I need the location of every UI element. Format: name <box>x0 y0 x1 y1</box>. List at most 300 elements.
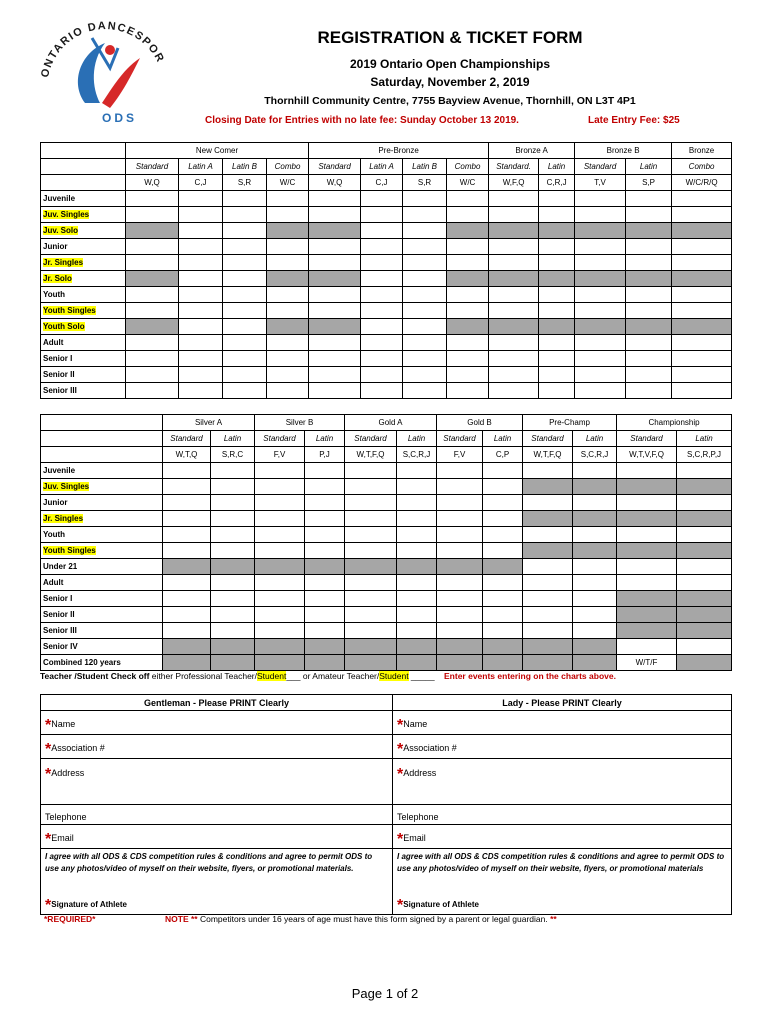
entry-cell[interactable] <box>523 495 573 511</box>
entry-cell[interactable] <box>489 335 539 351</box>
entry-cell[interactable] <box>361 351 403 367</box>
entry-cell[interactable] <box>437 511 483 527</box>
entry-cell[interactable] <box>397 543 437 559</box>
unavailable-cell <box>489 271 539 287</box>
entry-cell[interactable] <box>403 239 447 255</box>
entry-cell[interactable] <box>483 495 523 511</box>
gent-address-line2[interactable] <box>41 783 393 805</box>
gent-telephone-field[interactable]: Telephone <box>41 805 393 825</box>
entry-cell[interactable] <box>223 255 267 271</box>
entry-cell[interactable] <box>575 287 626 303</box>
entry-cell[interactable] <box>223 367 267 383</box>
entry-cell[interactable] <box>309 239 361 255</box>
entry-cell[interactable] <box>539 351 575 367</box>
entry-cell[interactable] <box>361 239 403 255</box>
entry-cell[interactable] <box>305 527 345 543</box>
entry-cell[interactable] <box>361 383 403 399</box>
entry-cell[interactable] <box>345 495 397 511</box>
corner-cell <box>41 143 126 159</box>
row-label <box>41 559 163 575</box>
entry-cell[interactable] <box>255 591 305 607</box>
lady-address-line2[interactable] <box>393 783 732 805</box>
entry-cell[interactable] <box>163 591 211 607</box>
table-row <box>41 527 732 543</box>
entry-cell[interactable] <box>361 207 403 223</box>
entry-cell[interactable] <box>575 335 626 351</box>
entry-cell[interactable] <box>126 383 179 399</box>
entry-cell[interactable] <box>126 287 179 303</box>
gent-address-field[interactable]: *Address <box>41 759 393 783</box>
row-label <box>41 303 126 319</box>
entry-cell[interactable] <box>361 223 403 239</box>
entry-cell[interactable] <box>672 303 732 319</box>
entry-cell[interactable] <box>483 479 523 495</box>
entry-cell[interactable] <box>223 383 267 399</box>
unavailable-cell <box>397 655 437 671</box>
entry-cell[interactable] <box>539 287 575 303</box>
row-label-text: Jr. Singles <box>43 258 84 267</box>
entry-cell[interactable] <box>397 463 437 479</box>
unavailable-cell <box>437 639 483 655</box>
entry-cell[interactable] <box>163 463 211 479</box>
lady-name-field[interactable]: *Name <box>393 711 732 735</box>
entry-cell[interactable] <box>267 287 309 303</box>
entry-cell[interactable] <box>179 255 223 271</box>
entry-cell[interactable] <box>677 495 732 511</box>
entry-cell[interactable] <box>345 623 397 639</box>
entry-cell[interactable] <box>575 351 626 367</box>
entry-cell[interactable] <box>345 591 397 607</box>
lady-address-field[interactable]: *Address <box>393 759 732 783</box>
entry-cell[interactable] <box>575 383 626 399</box>
lady-association-field[interactable]: *Association # <box>393 735 732 759</box>
row-label-text: Under 21 <box>43 562 78 571</box>
entry-cell[interactable] <box>403 335 447 351</box>
entry-cell[interactable] <box>617 463 677 479</box>
entry-cell[interactable] <box>345 607 397 623</box>
lady-header: Lady - Please PRINT Clearly <box>393 695 732 711</box>
lady-email-field[interactable]: *Email <box>393 825 732 849</box>
entry-cell[interactable] <box>126 303 179 319</box>
entry-cell[interactable] <box>403 191 447 207</box>
entry-cell[interactable] <box>523 575 573 591</box>
entry-cell[interactable] <box>447 351 489 367</box>
entry-cell[interactable] <box>403 255 447 271</box>
entry-cell[interactable] <box>126 239 179 255</box>
entry-cell[interactable] <box>223 303 267 319</box>
entry-cell[interactable] <box>672 383 732 399</box>
entry-cell[interactable] <box>539 207 575 223</box>
entry-cell[interactable] <box>447 207 489 223</box>
entry-cell[interactable] <box>211 543 255 559</box>
entry-cell[interactable] <box>403 271 447 287</box>
entry-cell[interactable] <box>361 367 403 383</box>
entry-cell[interactable] <box>672 239 732 255</box>
entry-cell[interactable] <box>397 495 437 511</box>
entry-cell[interactable] <box>447 303 489 319</box>
entry-cell[interactable] <box>573 463 617 479</box>
entry-cell[interactable] <box>672 191 732 207</box>
entry-cell[interactable] <box>126 207 179 223</box>
entry-cell[interactable] <box>672 207 732 223</box>
entry-cell[interactable] <box>539 191 575 207</box>
entry-cell[interactable] <box>437 495 483 511</box>
entry-cell[interactable] <box>267 383 309 399</box>
entry-cell[interactable] <box>617 495 677 511</box>
entry-cell[interactable] <box>309 335 361 351</box>
entry-cell[interactable] <box>403 207 447 223</box>
gent-association-field[interactable]: *Association # <box>41 735 393 759</box>
entry-cell[interactable] <box>305 479 345 495</box>
row-label <box>41 351 126 367</box>
entry-cell[interactable] <box>345 463 397 479</box>
entry-cell[interactable] <box>255 575 305 591</box>
level-header: Bronze B <box>575 143 672 159</box>
entry-cell[interactable] <box>573 495 617 511</box>
row-label-text: Senior II <box>43 370 75 379</box>
entry-cell[interactable] <box>626 383 672 399</box>
entry-cell[interactable] <box>447 287 489 303</box>
entry-cell[interactable] <box>523 463 573 479</box>
unavailable-cell <box>677 511 732 527</box>
entry-cell[interactable] <box>163 623 211 639</box>
entry-cell[interactable] <box>305 607 345 623</box>
entry-cell[interactable] <box>345 479 397 495</box>
entry-cell[interactable] <box>403 287 447 303</box>
entry-cell[interactable] <box>573 527 617 543</box>
entry-cell[interactable] <box>211 623 255 639</box>
entry-cell[interactable] <box>575 255 626 271</box>
entry-cell[interactable] <box>223 335 267 351</box>
entry-cell[interactable] <box>397 623 437 639</box>
entry-cell[interactable] <box>179 383 223 399</box>
entry-cell[interactable] <box>437 607 483 623</box>
closing-date: Closing Date for Entries with no late fee: Sunday October 13 2019. <box>205 115 519 126</box>
table-row <box>41 303 732 319</box>
entry-cell[interactable] <box>617 575 677 591</box>
entry-cell[interactable] <box>397 527 437 543</box>
entry-cell[interactable] <box>267 207 309 223</box>
entry-cell[interactable] <box>483 527 523 543</box>
entry-cell[interactable] <box>626 207 672 223</box>
entry-cell[interactable] <box>223 351 267 367</box>
entry-cell[interactable] <box>573 591 617 607</box>
entry-cell[interactable] <box>573 623 617 639</box>
entry-cell[interactable] <box>447 255 489 271</box>
entry-cell[interactable] <box>397 575 437 591</box>
entry-cell[interactable] <box>305 543 345 559</box>
entry-cell[interactable] <box>575 239 626 255</box>
entry-cell[interactable] <box>309 383 361 399</box>
dances-header: F,V <box>437 447 483 463</box>
entry-cell[interactable] <box>489 191 539 207</box>
entry-cell[interactable] <box>677 527 732 543</box>
entry-cell[interactable] <box>437 591 483 607</box>
entry-cell[interactable] <box>447 383 489 399</box>
entry-cell[interactable] <box>211 463 255 479</box>
entry-cell[interactable] <box>126 191 179 207</box>
entry-cell[interactable] <box>305 463 345 479</box>
entry-cell[interactable] <box>573 575 617 591</box>
entry-cell[interactable] <box>672 367 732 383</box>
entry-cell[interactable] <box>403 223 447 239</box>
entry-cell[interactable] <box>575 303 626 319</box>
entry-cell[interactable] <box>489 287 539 303</box>
entry-cell[interactable] <box>575 367 626 383</box>
row-label-text: Adult <box>43 578 64 587</box>
entry-cell[interactable] <box>539 303 575 319</box>
entry-cell[interactable] <box>617 527 677 543</box>
unavailable-cell <box>163 639 211 655</box>
entry-cell[interactable] <box>523 527 573 543</box>
entry-cell[interactable] <box>179 207 223 223</box>
entry-cell[interactable] <box>361 287 403 303</box>
entry-cell[interactable] <box>255 623 305 639</box>
entry-cell[interactable] <box>361 303 403 319</box>
entry-cell[interactable] <box>255 607 305 623</box>
entry-cell[interactable] <box>305 623 345 639</box>
entry-cell[interactable] <box>617 559 677 575</box>
entry-cell[interactable] <box>361 255 403 271</box>
entry-cell[interactable] <box>255 479 305 495</box>
entry-cell[interactable] <box>483 575 523 591</box>
entry-cell[interactable] <box>617 639 677 655</box>
entry-cell[interactable] <box>403 303 447 319</box>
entry-cell[interactable] <box>361 271 403 287</box>
entry-cell[interactable] <box>211 591 255 607</box>
entry-cell[interactable] <box>305 575 345 591</box>
entry-cell[interactable] <box>489 239 539 255</box>
unavailable-cell <box>267 223 309 239</box>
entry-cell[interactable] <box>163 575 211 591</box>
entry-cell[interactable] <box>211 607 255 623</box>
entry-cell[interactable] <box>523 559 573 575</box>
entry-cell[interactable] <box>163 543 211 559</box>
entry-cell[interactable] <box>483 543 523 559</box>
entry-cell[interactable] <box>267 239 309 255</box>
entry-cell[interactable] <box>539 255 575 271</box>
gent-name-field[interactable]: *Name <box>41 711 393 735</box>
entry-cell[interactable] <box>179 335 223 351</box>
entry-cell[interactable] <box>267 303 309 319</box>
entry-cell[interactable] <box>626 287 672 303</box>
entry-cell[interactable] <box>489 383 539 399</box>
entry-cell[interactable] <box>361 335 403 351</box>
entry-cell[interactable] <box>626 191 672 207</box>
entry-cell[interactable] <box>489 303 539 319</box>
entry-cell[interactable] <box>223 287 267 303</box>
unavailable-cell <box>677 607 732 623</box>
entry-cell[interactable] <box>539 367 575 383</box>
entry-cell[interactable] <box>447 239 489 255</box>
entry-cell[interactable] <box>573 559 617 575</box>
entry-cell[interactable] <box>573 607 617 623</box>
unavailable-cell <box>617 479 677 495</box>
entry-cell[interactable] <box>523 607 573 623</box>
entry-cell[interactable] <box>483 511 523 527</box>
row-label-text: Juv. Singles <box>43 482 90 491</box>
entry-cell[interactable] <box>211 479 255 495</box>
entry-cell[interactable] <box>163 527 211 543</box>
entry-cell[interactable] <box>677 463 732 479</box>
entry-cell[interactable] <box>403 319 447 335</box>
entry-cell[interactable] <box>626 335 672 351</box>
entry-cell[interactable] <box>483 607 523 623</box>
entry-cell[interactable] <box>672 287 732 303</box>
entry-cell[interactable] <box>267 255 309 271</box>
entry-cell[interactable] <box>437 463 483 479</box>
entry-cell[interactable] <box>126 351 179 367</box>
entry-cell[interactable] <box>126 367 179 383</box>
entry-cell[interactable] <box>211 495 255 511</box>
entry-cell[interactable] <box>437 623 483 639</box>
entry-cell[interactable] <box>397 479 437 495</box>
entry-cell[interactable] <box>267 367 309 383</box>
entry-cell[interactable] <box>626 255 672 271</box>
entry-cell[interactable] <box>403 383 447 399</box>
entry-cell[interactable] <box>179 191 223 207</box>
entry-cell[interactable] <box>447 367 489 383</box>
unavailable-cell <box>397 639 437 655</box>
entry-cell[interactable] <box>179 223 223 239</box>
entry-cell[interactable] <box>309 255 361 271</box>
row-label-text: Juvenile <box>43 194 76 203</box>
entry-cell[interactable] <box>523 591 573 607</box>
entry-cell[interactable] <box>489 207 539 223</box>
entry-cell[interactable] <box>309 191 361 207</box>
entry-cell[interactable] <box>211 527 255 543</box>
entry-cell[interactable] <box>179 319 223 335</box>
entry-cell[interactable] <box>211 511 255 527</box>
entry-cell[interactable] <box>267 335 309 351</box>
entry-cell[interactable] <box>179 271 223 287</box>
entry-cell[interactable] <box>163 511 211 527</box>
entry-cell[interactable] <box>179 367 223 383</box>
entry-cell[interactable] <box>483 623 523 639</box>
entry-cell[interactable] <box>345 527 397 543</box>
entry-cell[interactable] <box>267 191 309 207</box>
table-row <box>41 239 732 255</box>
entry-cell[interactable] <box>179 239 223 255</box>
entry-cell[interactable] <box>672 255 732 271</box>
entry-cell[interactable] <box>397 591 437 607</box>
entry-cell[interactable] <box>575 191 626 207</box>
entry-cell[interactable] <box>223 239 267 255</box>
entry-cell[interactable] <box>626 367 672 383</box>
lady-signature-field[interactable]: *Signature of Athlete <box>393 893 732 915</box>
style-header: Standard <box>309 159 361 175</box>
entry-cell[interactable] <box>179 303 223 319</box>
entry-cell[interactable] <box>255 527 305 543</box>
entry-cell[interactable] <box>255 495 305 511</box>
entry-cell[interactable] <box>309 207 361 223</box>
entry-cell[interactable] <box>447 191 489 207</box>
entry-cell[interactable] <box>267 351 309 367</box>
entry-cell[interactable] <box>345 511 397 527</box>
entry-cell[interactable] <box>437 543 483 559</box>
gent-email-field[interactable]: *Email <box>41 825 393 849</box>
entry-cell[interactable] <box>309 287 361 303</box>
entry-cell[interactable] <box>626 351 672 367</box>
lady-telephone-field[interactable]: Telephone <box>393 805 732 825</box>
row-label-text: Youth Solo <box>43 322 85 331</box>
entry-cell[interactable] <box>223 271 267 287</box>
entry-cell[interactable] <box>309 367 361 383</box>
entry-cell[interactable] <box>575 207 626 223</box>
entry-cell[interactable] <box>437 527 483 543</box>
entry-cell[interactable] <box>437 479 483 495</box>
entry-cell[interactable] <box>305 511 345 527</box>
row-label <box>41 239 126 255</box>
entry-cell[interactable] <box>309 303 361 319</box>
guardian-note: NOTE ** Competitors under 16 years of age must have this form signed by a parent or legal guardian. ** <box>165 914 557 924</box>
style-header: Standard <box>523 431 573 447</box>
entry-cell[interactable] <box>255 511 305 527</box>
entry-cell[interactable] <box>223 207 267 223</box>
entry-cell[interactable] <box>437 575 483 591</box>
entry-cell[interactable] <box>403 367 447 383</box>
entry-cell[interactable] <box>179 351 223 367</box>
entry-cell[interactable] <box>672 351 732 367</box>
entry-cell[interactable] <box>163 495 211 511</box>
entry-cell[interactable] <box>483 463 523 479</box>
entry-cell[interactable] <box>361 191 403 207</box>
entry-cell[interactable] <box>489 255 539 271</box>
entry-cell[interactable] <box>397 607 437 623</box>
entry-cell[interactable] <box>677 639 732 655</box>
entry-cell[interactable] <box>163 607 211 623</box>
gent-signature-field[interactable]: *Signature of Athlete <box>41 893 393 915</box>
entry-cell[interactable] <box>403 351 447 367</box>
entry-cell[interactable] <box>626 303 672 319</box>
entry-cell[interactable] <box>255 543 305 559</box>
entry-cell[interactable] <box>223 191 267 207</box>
entry-cell[interactable] <box>305 591 345 607</box>
entry-cell[interactable] <box>223 319 267 335</box>
entry-cell[interactable] <box>126 335 179 351</box>
entry-cell[interactable] <box>672 335 732 351</box>
entry-cell[interactable] <box>345 543 397 559</box>
entry-cell[interactable] <box>539 383 575 399</box>
table-row <box>41 495 732 511</box>
entry-cell[interactable] <box>397 511 437 527</box>
entry-cell[interactable] <box>447 335 489 351</box>
entry-cell[interactable] <box>223 223 267 239</box>
entry-cell[interactable] <box>489 367 539 383</box>
entry-cell[interactable] <box>345 575 397 591</box>
entry-cell[interactable] <box>677 575 732 591</box>
entry-cell[interactable] <box>626 239 672 255</box>
entry-cell[interactable] <box>489 351 539 367</box>
entry-cell[interactable] <box>255 463 305 479</box>
row-label <box>41 575 163 591</box>
unavailable-cell <box>345 639 397 655</box>
entry-cell[interactable] <box>163 479 211 495</box>
entry-cell[interactable] <box>539 335 575 351</box>
entry-cell[interactable] <box>126 255 179 271</box>
entry-cell[interactable] <box>539 239 575 255</box>
entry-cell[interactable] <box>211 575 255 591</box>
entry-cell[interactable] <box>483 591 523 607</box>
entry-cell[interactable] <box>523 623 573 639</box>
dances-header: W,T,V,F,Q <box>617 447 677 463</box>
table-row <box>41 367 732 383</box>
entry-cell[interactable] <box>305 495 345 511</box>
entry-cell[interactable] <box>309 351 361 367</box>
entry-cell[interactable] <box>361 319 403 335</box>
entry-cell[interactable] <box>677 559 732 575</box>
entry-cell[interactable] <box>179 287 223 303</box>
